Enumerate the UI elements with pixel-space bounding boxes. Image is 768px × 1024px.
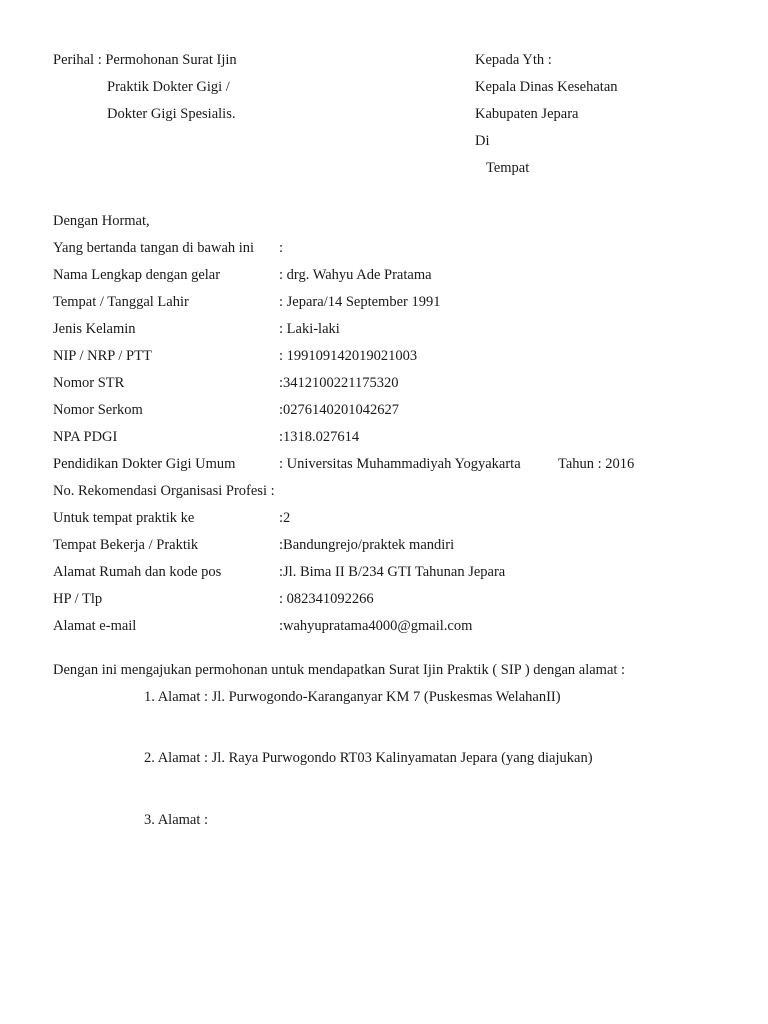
field-label: Nomor Serkom (53, 402, 143, 418)
field-label: Jenis Kelamin (53, 321, 136, 337)
greeting: Dengan Hormat, (53, 213, 150, 229)
intro-label: Yang bertanda tangan di bawah ini (53, 240, 255, 256)
address-item: 2. Alamat : Jl. Raya Purwogondo RT03 Kalinyamatan Jepara (yang diajukan) (144, 750, 593, 766)
field-label: Tempat Bekerja / Praktik (53, 537, 199, 553)
field-value: : drg. Wahyu Ade Pratama (279, 267, 432, 283)
field-value: :0276140201042627 (279, 402, 400, 418)
field-value: : 082341092266 (279, 591, 374, 607)
recipient-line-1: Kepala Dinas Kesehatan (475, 79, 618, 95)
field-label: NPA PDGI (53, 429, 118, 445)
perihal-line-1: Perihal : Permohonan Surat Ijin (53, 52, 237, 68)
field-value: : 199109142019021003 (279, 348, 418, 364)
field-value: :1318.027614 (279, 429, 360, 445)
field-label: Untuk tempat praktik ke (53, 510, 195, 526)
field-value: :3412100221175320 (279, 375, 399, 391)
field-label: HP / Tlp (53, 591, 103, 607)
field-label: No. Rekomendasi Organisasi Profesi : (53, 483, 275, 499)
recipient-line-2: Kabupaten Jepara (475, 106, 579, 122)
field-label: Alamat e-mail (53, 618, 137, 634)
field-value: : Universitas Muhammadiyah Yogyakarta (279, 456, 521, 472)
address-item: 1. Alamat : Jl. Purwogondo-Karanganyar KM 7 (Puskesmas WelahanII) (144, 689, 561, 705)
field-label: Nama Lengkap dengan gelar (53, 267, 221, 283)
field-label: Nomor STR (53, 375, 125, 391)
perihal-line-2: Praktik Dokter Gigi / (107, 79, 230, 95)
recipient-line-4: Tempat (486, 160, 530, 176)
graduation-year: Tahun : 2016 (558, 456, 635, 472)
field-label: Pendidikan Dokter Gigi Umum (53, 456, 236, 472)
intro-colon: : (279, 240, 284, 256)
field-label: NIP / NRP / PTT (53, 348, 152, 364)
address-item: 3. Alamat : (144, 812, 209, 828)
field-value: :2 (279, 510, 291, 526)
kepada-yth: Kepada Yth : (475, 52, 552, 68)
field-value: :Jl. Bima II B/234 GTI Tahunan Jepara (279, 564, 506, 580)
field-value: : Jepara/14 September 1991 (279, 294, 441, 310)
field-label: Alamat Rumah dan kode pos (53, 564, 222, 580)
perihal-line-3: Dokter Gigi Spesialis. (107, 106, 236, 122)
field-value: :Bandungrejo/praktek mandiri (279, 537, 455, 553)
recipient-line-3: Di (475, 133, 490, 149)
field-label: Tempat / Tanggal Lahir (53, 294, 189, 310)
field-value: : Laki-laki (279, 321, 340, 337)
field-value: :wahyupratama4000@gmail.com (279, 618, 473, 634)
request-sentence: Dengan ini mengajukan permohonan untuk mendapatkan Surat Ijin Praktik ( SIP ) dengan alamat : (53, 662, 626, 678)
